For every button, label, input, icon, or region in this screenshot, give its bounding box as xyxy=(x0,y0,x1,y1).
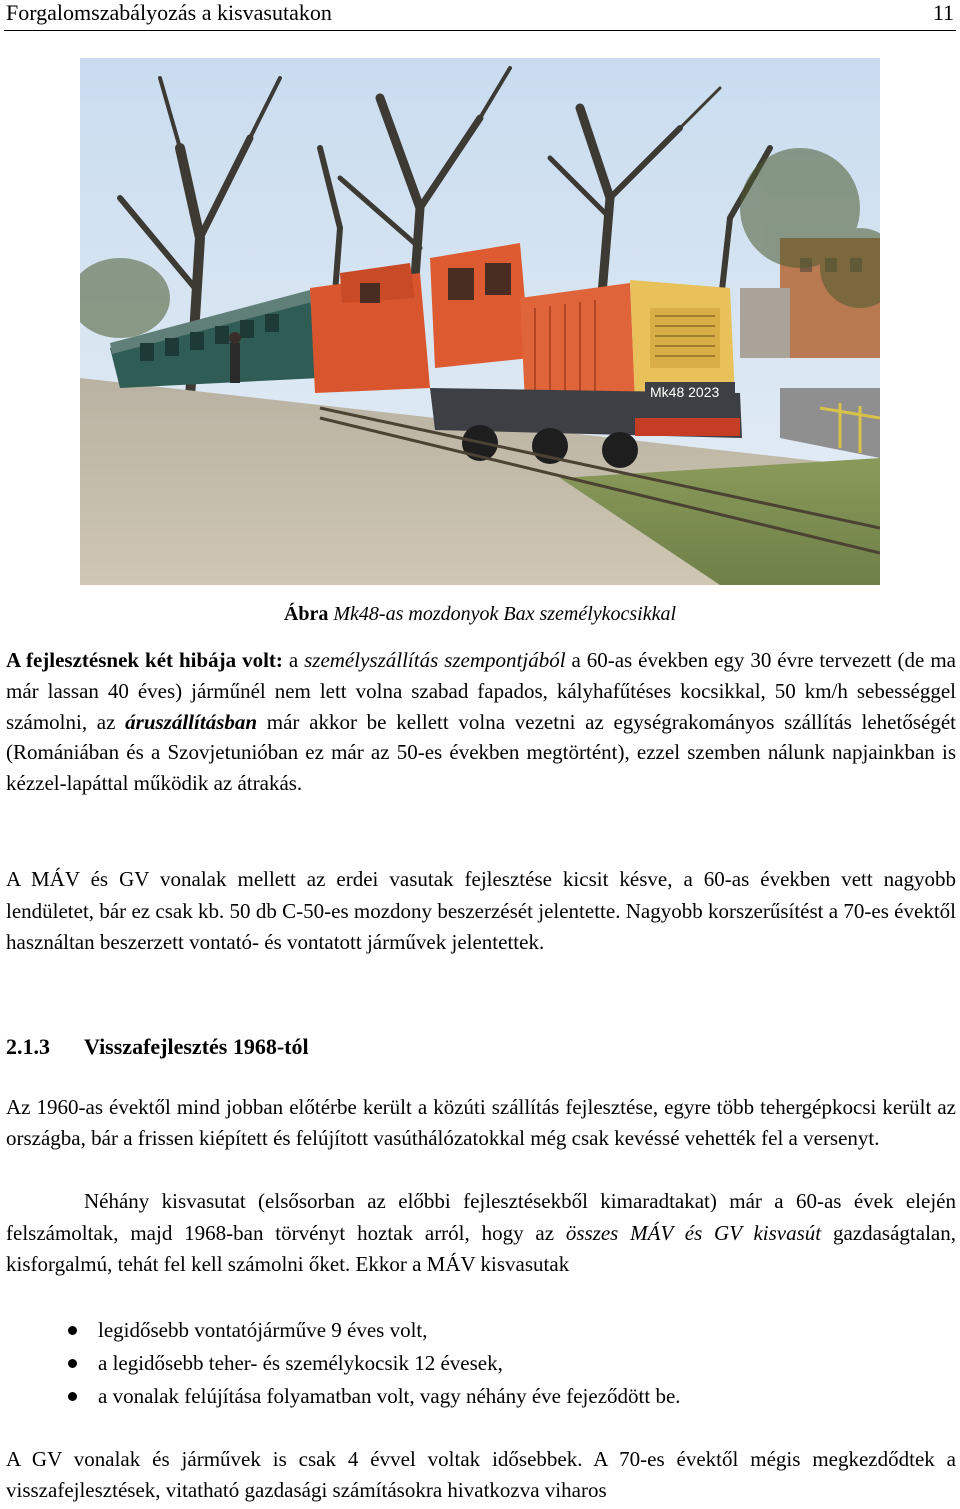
locomotive-photo xyxy=(80,58,880,585)
text-run: már akkor be kellett volna vezetni az egységrakományos szállítás lehetőségét (Romániában és a Szovjetunióban ez már az 50-es években megtörtént), ezzel szemben nálunk napjainkban is kézzel-lapáttal működik az átrakás. xyxy=(6,709,956,796)
text-run: gazdaságtalan, kisforgalmú, tehát fel kell számolni őket. Ekkor a MÁV kisvasutak xyxy=(6,1220,956,1276)
italic-phrase: összes MÁV és GV kisvasút xyxy=(565,1220,822,1245)
caption-text: Mk48-as mozdonyok Bax személykocsikkal xyxy=(333,603,677,625)
paragraph-forest-railways: A MÁV és GV vonalak mellett az erdei vasutak fejlesztése kicsit késve, a 60-as években vett nagyobb lendületet, bár ez csak kb. 50 db C-50-es mozdony beszerzését jelentette. Nagyobb korszerűsítést a 70-es évektől használtan beszerzett vontató- és vontatott járművek jelentettek. xyxy=(6,867,956,954)
text-run: a xyxy=(282,648,305,672)
paragraph-development-flaws xyxy=(6,645,956,799)
paragraph-gv-lines: A GV vonalak és járművek is csak 4 évvel voltak idősebbek. A 70-es évektől mégis megkezdődtek a visszafejlesztések, vitatható gazdasági számításokra hivatkozva viharos xyxy=(6,1447,956,1502)
list-item xyxy=(0,1380,681,1413)
running-header xyxy=(4,0,956,31)
list-item-text: legidősebb vontatójárműve 9 éves volt, xyxy=(98,1318,428,1342)
section-title: Visszafejlesztés 1968-tól xyxy=(84,1034,309,1059)
bullet-icon xyxy=(68,1326,77,1335)
list-item-text: a vonalak felújítása folyamatban volt, vagy néhány éve fejeződött be. xyxy=(98,1384,681,1408)
paragraph-closures xyxy=(6,1186,956,1281)
bullet-icon xyxy=(68,1359,77,1368)
bold-italic-phrase: áruszállításban xyxy=(125,709,258,734)
section-heading xyxy=(6,1032,309,1062)
lead-phrase: A fejlesztésnek két hibája volt: xyxy=(6,648,283,672)
loco-number-plate: Mk48 2023 xyxy=(650,384,720,400)
italic-phrase: személyszállítás szempontjából xyxy=(304,648,566,672)
section-number: 2.1.3 xyxy=(6,1034,50,1059)
figure-caption xyxy=(0,600,960,628)
paragraph-road-transport: Az 1960-as évektől mind jobban előtérbe került a közúti szállítás fejlesztése, egyre több tehergépkocsi került az országba, bár a frissen kiépített és felújított vasúthálózatokkal még csak kevéssé vehették fel a versenyt. xyxy=(6,1095,956,1150)
header-title: Forgalomszabályozás a kisvasutakon xyxy=(6,0,332,25)
text-run: Néhány kisvasutat (elsősorban az előbbi fejlesztésekből kimaradtakat) már a 60-as évek elején felszámoltak, majd 1968-ban törvényt hoztak arról, hogy az xyxy=(6,1189,956,1245)
list-item xyxy=(0,1314,681,1347)
list-item-text: a legidősebb teher- és személykocsik 12 évesek, xyxy=(98,1351,503,1375)
text-run: a 60-as években egy 30 évre tervezett (de ma már lassan 40 éves) járműnél nem lett volna szabad fapados, kályhafűtéses kocsikkal, 50 km/h sebességgel számolni, az xyxy=(6,648,956,734)
bullet-icon xyxy=(68,1392,77,1401)
caption-label: Ábra xyxy=(283,603,329,625)
bullet-list xyxy=(0,1314,681,1413)
list-item xyxy=(0,1347,681,1380)
page-number: 11 xyxy=(932,0,954,25)
